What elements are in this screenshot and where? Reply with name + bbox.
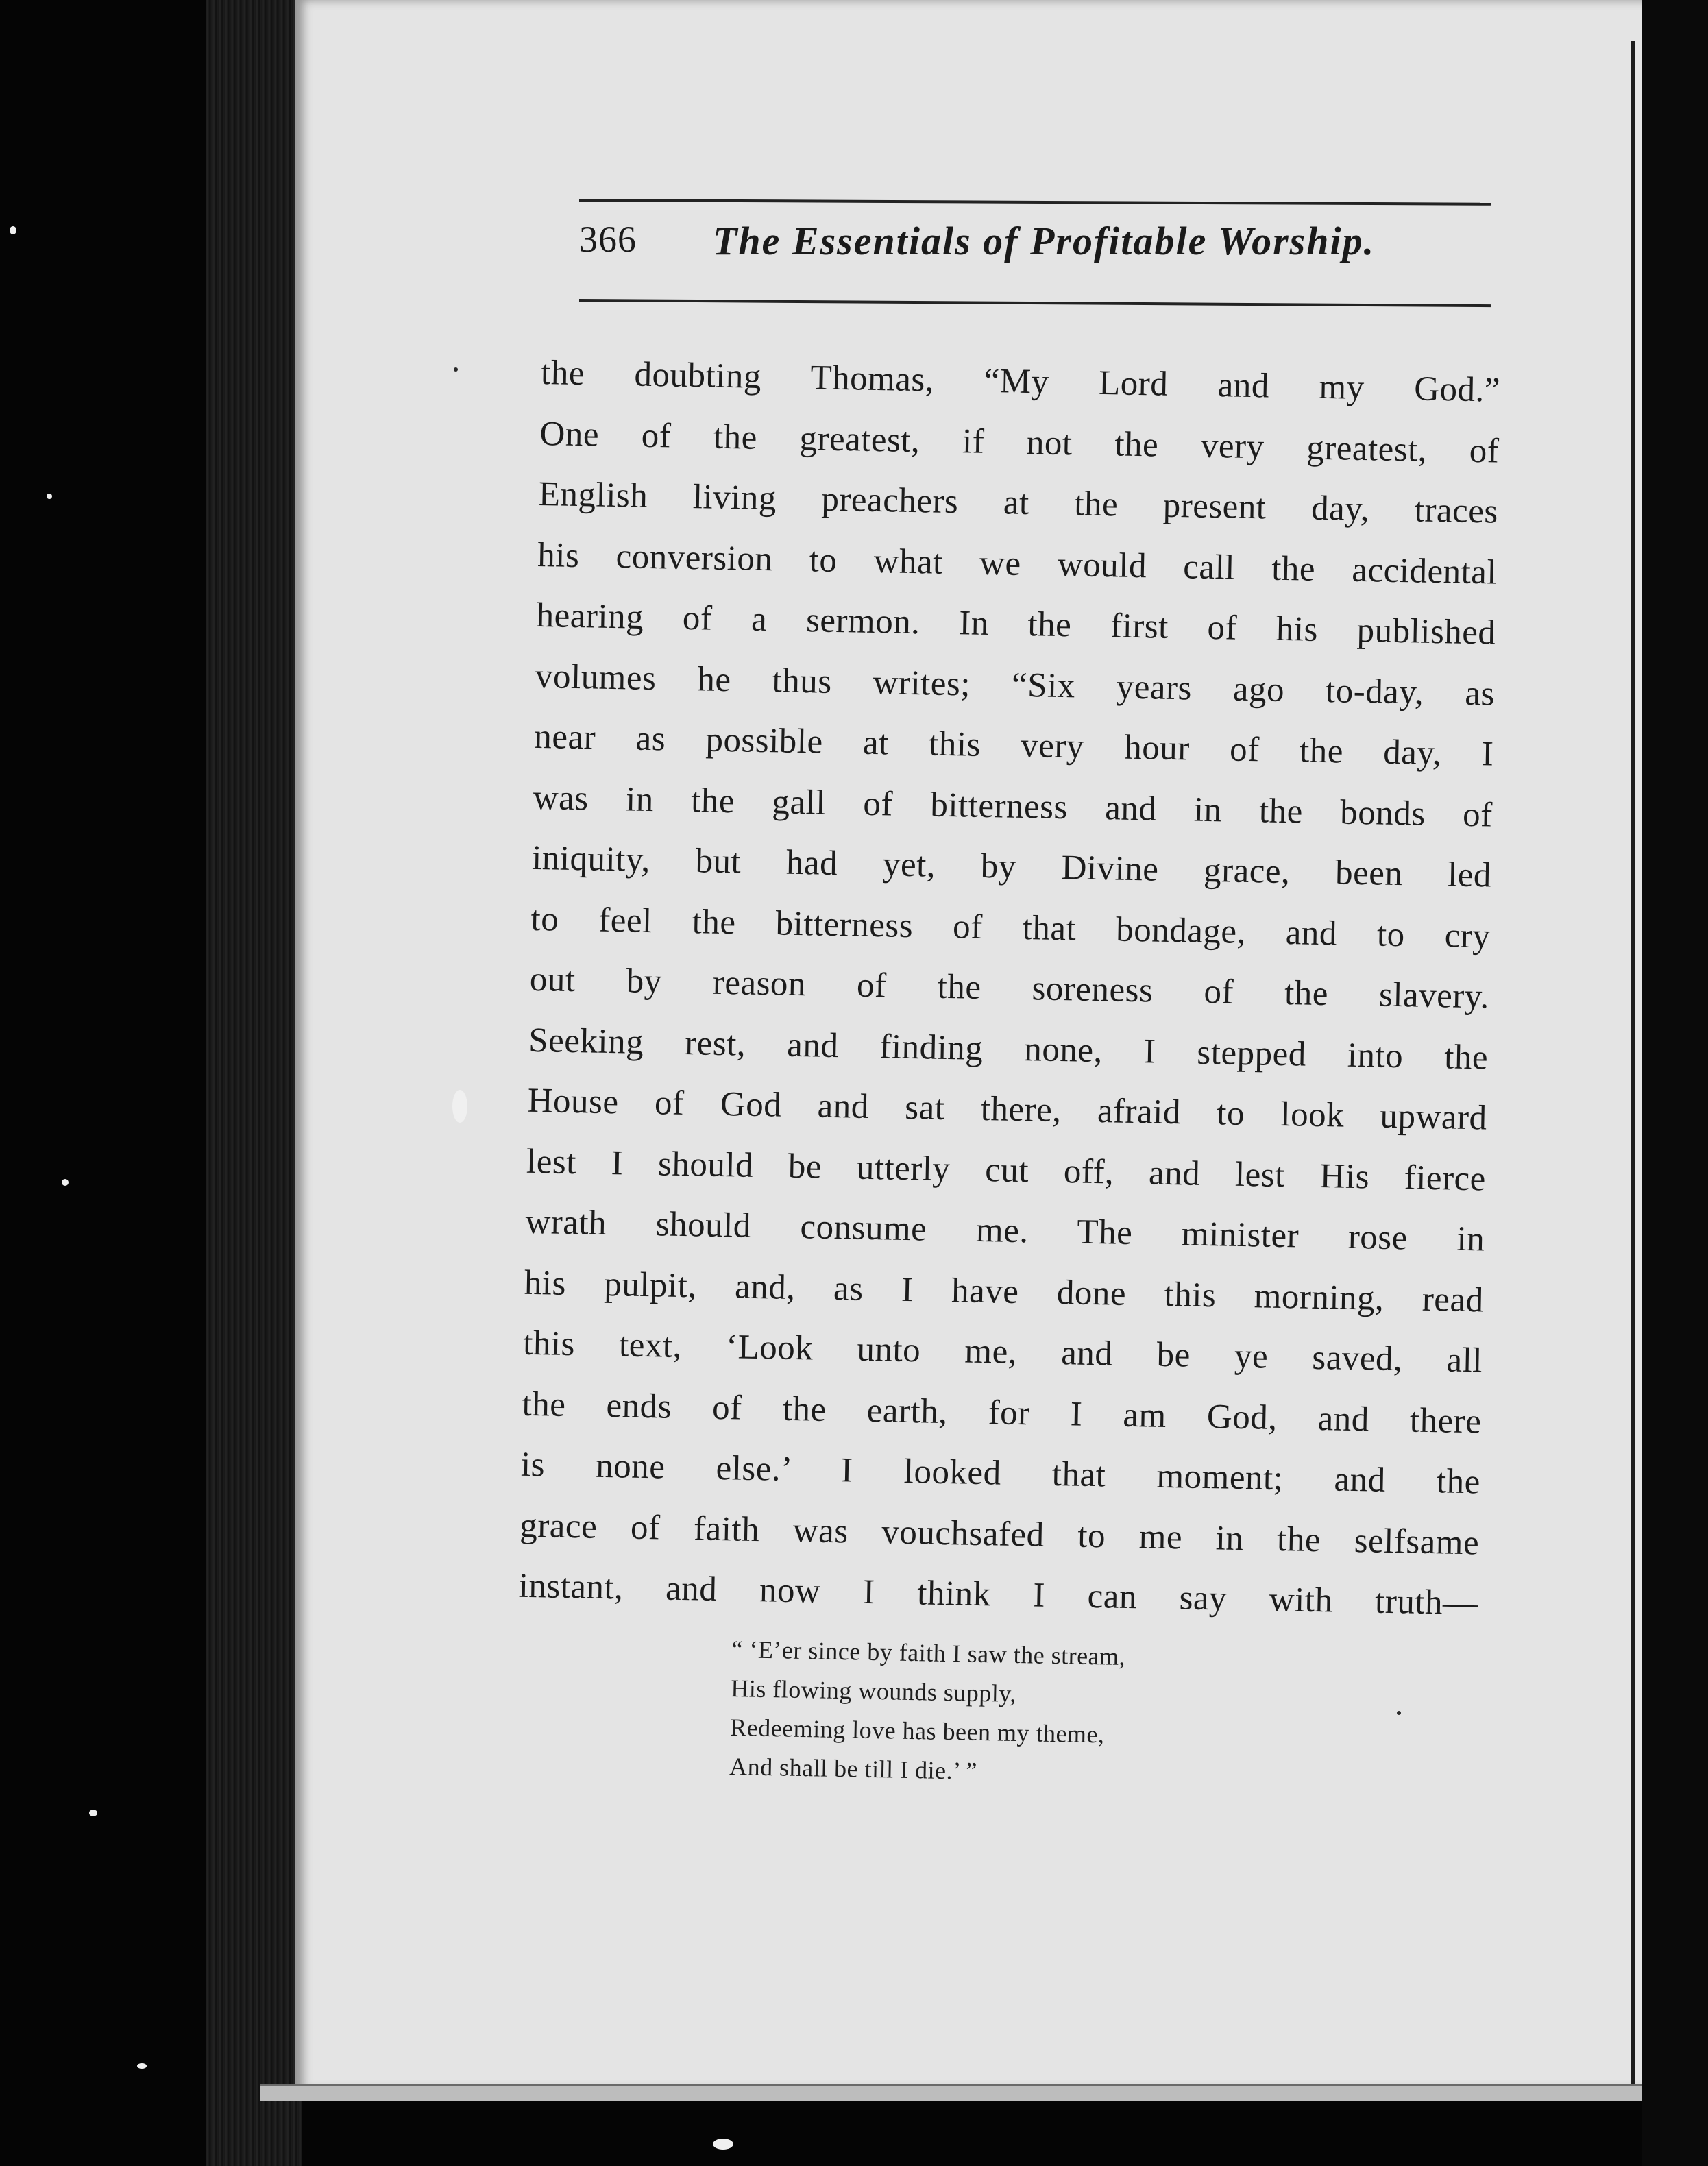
verse-line: “ ‘E’er since by faith I saw the stream, [731,1635,1126,1671]
scan-speck [10,226,16,234]
text-line: lest I should be utterly cut off, and lest His fierce [526,1142,1487,1198]
scan-speck [1397,1711,1401,1715]
scan-speck [47,494,52,499]
text-line: House of God and sat there, afraid to look upward [527,1081,1488,1138]
running-header [579,218,1491,287]
running-title: The Essentials of Profitable Worship. [713,219,1376,263]
scan-speck [62,1179,69,1186]
text-line: his conversion to what we would call the accidental [537,535,1498,592]
text-line: One of the greatest, if not the very greatest, of [539,414,1500,471]
text-line: the ends of the earth, for I am God, and there [522,1385,1482,1441]
verse-line: Redeeming love has been my theme, [729,1713,1105,1749]
text-line: this text, ‘Look unto me, and be ye saved, all [522,1324,1483,1380]
text-line: grace of faith was vouchsafed to me in the selfsame [519,1506,1480,1562]
text-line: his pulpit, and, as I have done this morning, read [524,1263,1485,1319]
right-margin-dark [1642,0,1708,2166]
page-bottom-edge [260,2084,1659,2101]
scan-speck [452,1090,467,1123]
hymn-verse [729,1630,1280,1797]
text-line: the doubting Thomas, “My Lord and my God.” [540,353,1501,410]
text-line: wrath should consume me. The minister rose in [524,1202,1485,1259]
scan-speck [137,2063,147,2069]
verse-line: And shall be till I die.’ ” [729,1752,978,1785]
text-line: is none else.’ I looked that moment; and the [520,1445,1481,1502]
text-line: near as possible at this very hour of the day, I [533,717,1494,774]
text-line: iniquity, but had yet, by Divine grace, been led [531,838,1492,895]
text-line: was in the gall of bitterness and in the bonds of [533,778,1493,835]
text-line: hearing of a sermon. In the first of his published [536,596,1496,653]
text-line: volumes he thus writes; “Six years ago to-day, as [535,657,1496,714]
text-line: out by reason of the soreness of the slavery. [529,960,1490,1017]
text-line: English living preachers at the present day, traces [538,474,1499,531]
scan-speck [713,2139,733,2150]
scan-speck [89,1810,97,1816]
body-text [518,343,1501,1634]
right-page-gutter [1631,41,1635,2084]
text-line: Seeking rest, and finding none, I stepped into the [528,1021,1489,1077]
text-line: to feel the bitterness of that bondage, and to cry [530,899,1491,956]
page-edge-stack [206,0,302,2166]
verse-line: His flowing wounds supply, [730,1674,1017,1707]
page-number: 366 [579,219,637,260]
text-line: instant, and now I think I can say with truth— [518,1566,1479,1623]
scan-speck [454,367,458,372]
